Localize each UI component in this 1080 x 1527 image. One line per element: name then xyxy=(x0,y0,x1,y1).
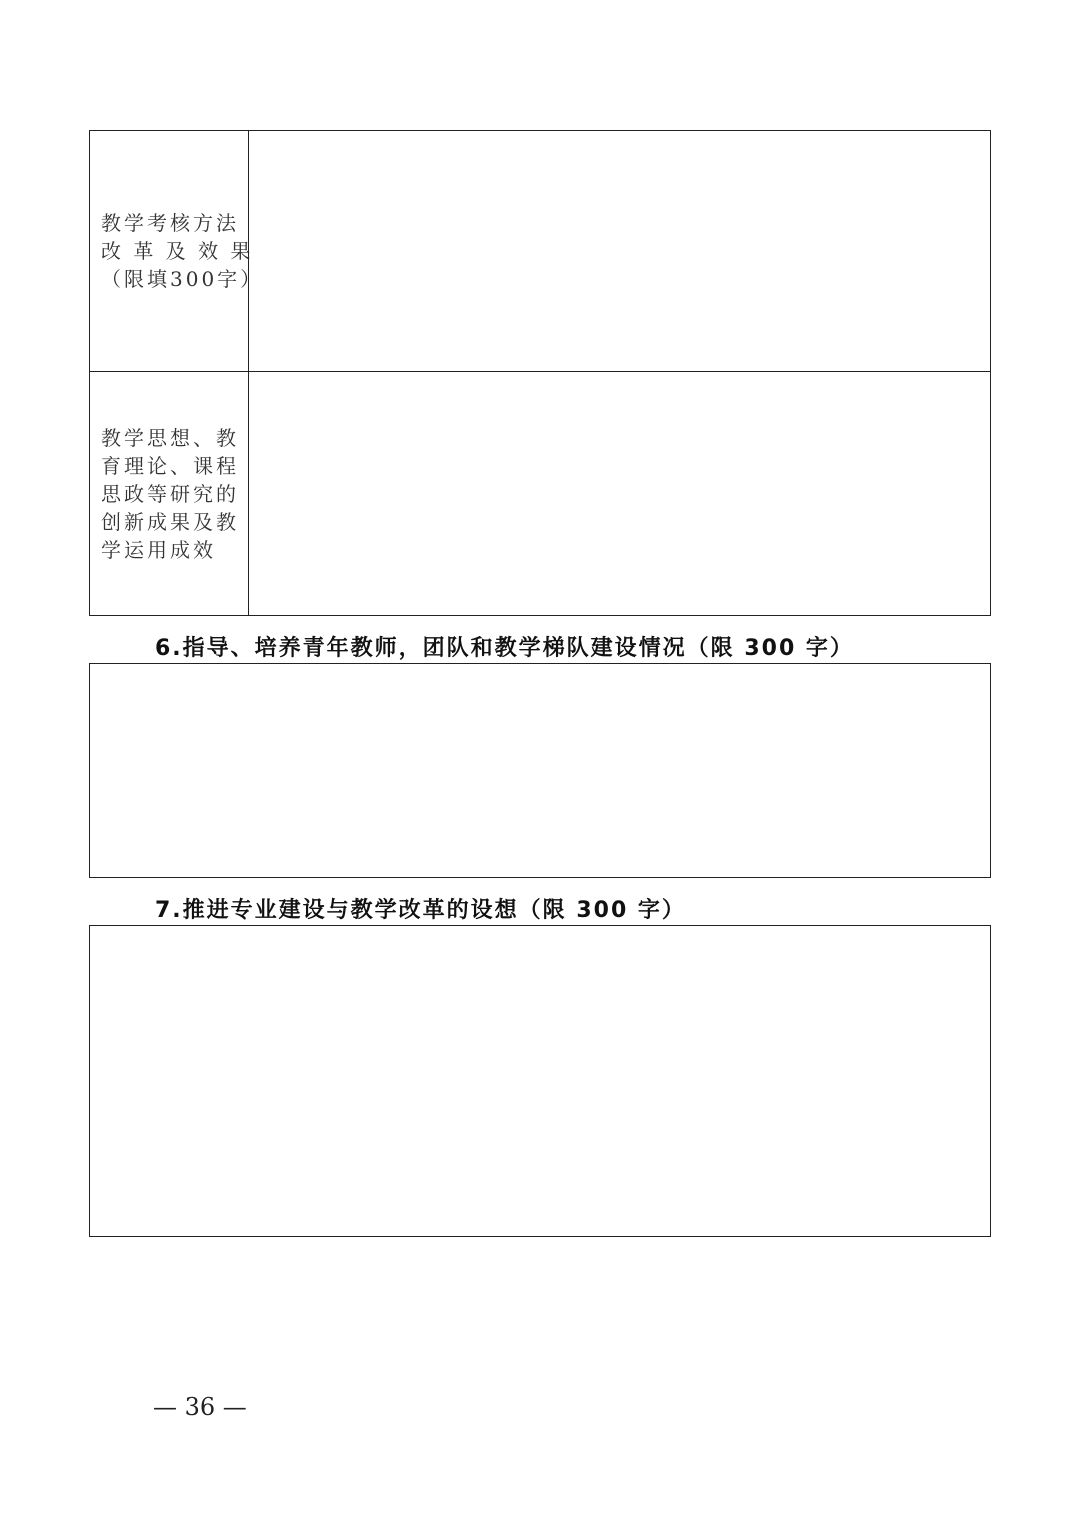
row-label-line: （限填300字） xyxy=(101,267,264,291)
table-row xyxy=(90,372,990,616)
row-label-cell xyxy=(90,372,249,616)
row-label-line: 学运用成效 xyxy=(101,538,216,562)
row-content-field[interactable] xyxy=(249,372,990,616)
page-number: — 36 — xyxy=(153,1393,247,1421)
table-row xyxy=(90,131,990,371)
row-label-cell xyxy=(90,131,264,371)
section-content-field[interactable] xyxy=(89,663,991,878)
row-label-line: 育理论、课程 xyxy=(101,454,239,478)
row-label-line: 教学考核方法 xyxy=(101,211,239,235)
assessment-table xyxy=(89,130,991,616)
section-content-field[interactable] xyxy=(89,925,991,1237)
row-label-line: 创新成果及教 xyxy=(101,510,239,534)
row-label xyxy=(101,209,264,293)
section-heading: 7.推进专业建设与教学改革的设想（限 300 字） xyxy=(155,898,686,923)
row-label xyxy=(101,424,237,564)
row-label-line: 思政等研究的 xyxy=(101,482,239,506)
row-label-line: 教学思想、教 xyxy=(101,426,239,450)
section-heading: 6.指导、培养青年教师，团队和教学梯队建设情况（限 300 字） xyxy=(155,636,854,661)
row-content-field[interactable] xyxy=(249,131,990,371)
row-label-line: 改 革 及 效 果 xyxy=(101,239,254,263)
